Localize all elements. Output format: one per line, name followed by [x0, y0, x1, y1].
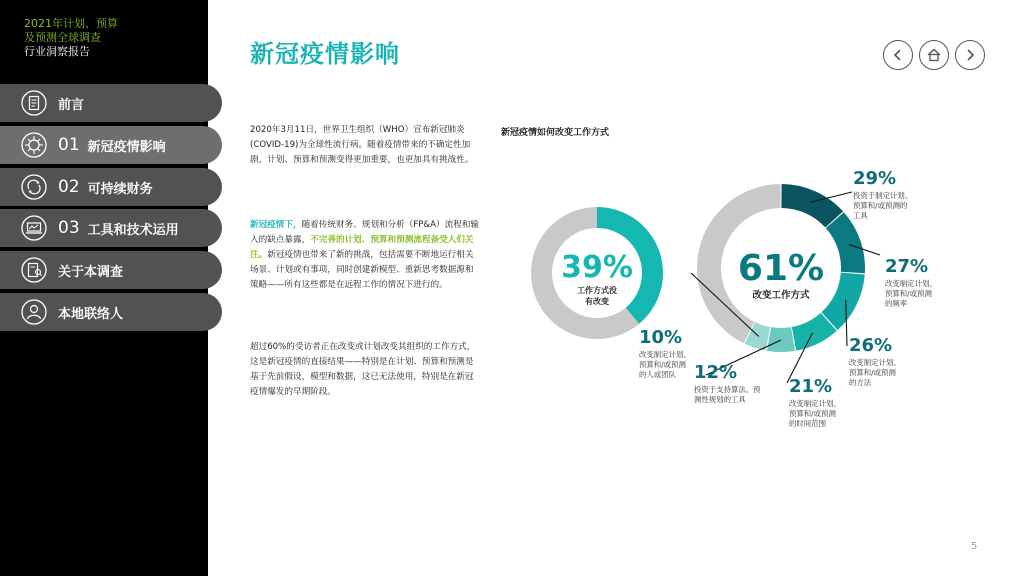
callout-text: 改变制定计划、 [885, 279, 937, 288]
nav-item-about-survey[interactable] [0, 251, 222, 289]
callout-text: 的频率 [885, 299, 908, 308]
brand-line-3: 行业洞察报告 [24, 45, 90, 58]
recycle-icon [20, 173, 48, 201]
home-button[interactable] [919, 40, 949, 70]
person-icon [20, 298, 48, 326]
callout-text: 预算和/或预测 [789, 409, 836, 418]
survey-icon [20, 256, 48, 284]
center-label: 有改变 [585, 297, 609, 306]
data-label: 29% [853, 168, 897, 189]
paragraph-text: 随着传统财务、规划和分析（FP&A）流程和输入的缺点暴露， [250, 220, 479, 245]
chart-title: 新冠疫情如何改变工作方式 [501, 128, 610, 138]
findings-paragraph: 超过60%的受访者正在改变或计划改变其组织的工作方式，这是新冠疫情的直接结果——特别是在计划、预算和预测是基于先前假设，模型和数据，这已无法使用，特别是在新冠疫情爆发的早期阶段。 [250, 342, 476, 397]
callout-text: 预算和/或预测的 [853, 201, 908, 210]
slice-12pct [767, 327, 795, 352]
nav-label: 可持续财务 [87, 181, 153, 197]
nav-label: 工具和技术运用 [87, 222, 179, 238]
nav-item-preface[interactable] [0, 84, 222, 122]
nav-number: 02 [58, 177, 80, 197]
nav-label: 本地联络人 [58, 306, 124, 322]
callout-text: 改变制定计划、 [849, 358, 901, 367]
challenges-paragraph [250, 218, 480, 293]
sidebar [0, 0, 208, 576]
data-label: 26% [849, 335, 893, 356]
laptop-chart-icon [20, 214, 48, 242]
data-label: 27% [885, 256, 929, 277]
data-label-61: 61% [737, 248, 825, 289]
brand-line-2: 及预测全球调查 [24, 31, 101, 44]
data-label: 10% [639, 327, 683, 348]
center-label: 改变工作方式 [752, 290, 810, 301]
paragraph-lead: 新冠疫情下， [250, 220, 302, 230]
callout-text: 测性规划的工具 [694, 395, 746, 404]
nav-item-covid-impact[interactable] [0, 126, 222, 164]
paragraph-highlight: 不完善的计划、预算和预测流程备受人们关注。 [250, 235, 474, 260]
nav-number: 01 [58, 135, 80, 155]
page-title: 新冠疫情影响 [250, 40, 400, 68]
data-label: 12% [694, 362, 738, 383]
callout-text: 改变制定计划、 [639, 350, 691, 359]
callout-text: 的方法 [849, 378, 872, 387]
callout-text: 的人或团队 [639, 370, 676, 379]
next-page-button[interactable] [955, 40, 985, 70]
brand-line-1: 2021年计划、预算 [24, 17, 118, 30]
report-brand [24, 17, 118, 59]
data-label-39: 39% [561, 250, 633, 285]
callout-text: 预算和/或预测 [639, 360, 686, 369]
clipboard-icon [20, 89, 48, 117]
work-change-chart [500, 150, 970, 440]
nav-number: 03 [58, 218, 80, 238]
intro-paragraph: 2020年3月11日，世界卫生组织（WHO）宣布新冠肺炎(COVID-19)为全球性流行病。随着疫情带来的不确定性加剧，计划、预算和预测变得更加重要，也更加具有挑战性。 [250, 125, 474, 165]
nav-label: 前言 [58, 97, 85, 113]
callout-text: 预算和/或预测 [849, 368, 896, 377]
callout-text: 改变制定计划、 [789, 399, 841, 408]
slice-29pct [781, 184, 843, 228]
data-label: 21% [789, 376, 833, 397]
prev-page-button[interactable] [883, 40, 913, 70]
nav-label: 新冠疫情影响 [87, 139, 166, 155]
nav-item-local-contacts[interactable] [0, 293, 222, 331]
callout-text: 投资于制定计划、 [853, 191, 913, 200]
callout-text: 工具 [853, 211, 868, 220]
center-label: 工作方式没 [577, 286, 617, 295]
paragraph-text: 新冠疫情也带来了新的挑战，包括需要不断地运行相关场景、计划或有事项，同时创建新模型、重新思考数据源和策略——所有这些都是在远程工作的情况下进行的。 [250, 250, 474, 290]
chevron-right-icon [963, 48, 977, 62]
virus-icon [20, 131, 48, 159]
nav-label: 关于本调查 [58, 264, 124, 280]
nav-item-sustainable-finance[interactable] [0, 168, 222, 206]
callout-text: 的时间范围 [789, 419, 826, 428]
callout-text: 预算和/或预测 [885, 289, 932, 298]
nav-item-tools-tech[interactable] [0, 209, 222, 247]
chevron-left-icon [891, 48, 905, 62]
callout-text: 投资于支持算法、预 [694, 385, 761, 394]
page-number: 5 [971, 541, 978, 552]
home-icon [926, 47, 942, 63]
